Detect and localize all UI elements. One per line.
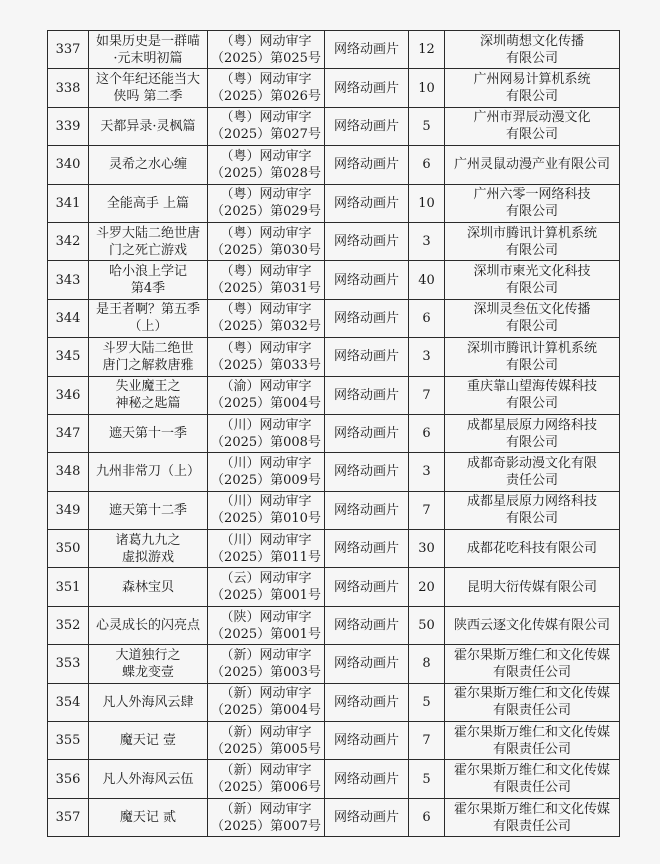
episodes-cell: 30 [409, 530, 445, 568]
permit-number-cell [208, 222, 325, 260]
episodes-cell: 40 [409, 261, 445, 299]
producer-cell-line: 有限公司 [505, 396, 558, 412]
episodes-cell: 6 [409, 146, 445, 184]
type-cell: 网络动画片 [325, 491, 409, 529]
permit-number-cell [208, 453, 325, 491]
producer-cell [445, 491, 620, 529]
table-row [48, 69, 620, 107]
producer-cell-line: 有限公司 [505, 204, 558, 220]
permit-number-cell [208, 146, 325, 184]
producer-cell-line: 深圳市腾讯计算机系统 [466, 340, 597, 356]
producer-cell-line: 霍尔果斯万维仁和文化传媒 [453, 686, 610, 702]
title-cell-line: 遮天第十一季 [108, 426, 187, 442]
type-cell: 网络动画片 [325, 69, 409, 107]
permit-number-cell [208, 683, 325, 721]
table-row [48, 299, 620, 337]
title-cell [89, 760, 208, 798]
table-row [48, 222, 620, 260]
permit-number-cell [208, 376, 325, 414]
title-cell [89, 568, 208, 606]
table-row [48, 453, 620, 491]
producer-cell [445, 722, 620, 760]
title-cell-line: 魔天记 壹 [119, 733, 177, 749]
producer-cell [445, 683, 620, 721]
producer-cell-line: 霍尔果斯万维仁和文化传媒 [453, 647, 610, 663]
producer-cell [445, 299, 620, 337]
table-row [48, 722, 620, 760]
episodes-cell: 6 [409, 798, 445, 836]
permit-number-cell-line: （粤）网动审字 [220, 187, 312, 203]
producer-cell-line: 有限公司 [505, 434, 558, 450]
permit-number-cell [208, 722, 325, 760]
type-cell: 网络动画片 [325, 722, 409, 760]
row-number-cell: 342 [48, 222, 89, 260]
row-number-cell: 355 [48, 722, 89, 760]
permit-number-cell-line: （2025）第004号 [211, 396, 321, 412]
table-row [48, 606, 620, 644]
row-number-cell: 346 [48, 376, 89, 414]
producer-cell-line: 陕西云逐文化传媒有限公司 [453, 618, 610, 634]
permit-number-cell-line: （粤）网动审字 [220, 225, 312, 241]
table-body [48, 31, 620, 837]
permit-number-cell [208, 568, 325, 606]
episodes-cell: 6 [409, 414, 445, 452]
row-number-cell: 348 [48, 453, 89, 491]
producer-cell-line: 广州网易计算机系统 [473, 72, 591, 88]
row-number-cell: 340 [48, 146, 89, 184]
episodes-cell: 50 [409, 606, 445, 644]
producer-cell [445, 568, 620, 606]
permit-number-cell-line: （川）网动审字 [220, 532, 312, 548]
title-cell [89, 261, 208, 299]
title-cell [89, 299, 208, 337]
row-number-cell: 345 [48, 338, 89, 376]
producer-cell-line: 有限责任公司 [492, 818, 571, 834]
title-cell [89, 338, 208, 376]
title-cell [89, 107, 208, 145]
producer-cell-line: 霍尔果斯万维仁和文化传媒 [453, 724, 610, 740]
type-cell: 网络动画片 [325, 299, 409, 337]
permit-number-cell [208, 107, 325, 145]
producer-cell-line: 有限公司 [505, 89, 558, 105]
permit-number-cell [208, 261, 325, 299]
producer-cell-line: 广州灵鼠动漫产业有限公司 [453, 157, 610, 173]
permit-number-cell [208, 760, 325, 798]
type-cell: 网络动画片 [325, 798, 409, 836]
producer-cell [445, 146, 620, 184]
title-cell-line: 九州非常刀（上） [95, 464, 200, 480]
title-cell [89, 798, 208, 836]
producer-cell-line: 深圳灵叁伍文化传播 [473, 302, 591, 318]
permit-number-cell-line: （新）网动审字 [220, 724, 312, 740]
row-number-cell: 341 [48, 184, 89, 222]
episodes-cell: 12 [409, 31, 445, 69]
permit-number-cell-line: （新）网动审字 [220, 686, 312, 702]
permit-number-cell-line: （粤）网动审字 [220, 340, 312, 356]
type-cell: 网络动画片 [325, 107, 409, 145]
producer-cell [445, 107, 620, 145]
type-cell: 网络动画片 [325, 645, 409, 683]
producer-cell-line: 广州市羿辰动漫文化 [473, 110, 591, 126]
producer-cell-line: 广州六零一网络科技 [473, 187, 591, 203]
title-cell-line: 斗罗大陆二绝世 [102, 340, 194, 356]
permit-number-cell-line: （粤）网动审字 [220, 264, 312, 280]
table-row [48, 683, 620, 721]
episodes-cell: 8 [409, 645, 445, 683]
table-row [48, 760, 620, 798]
table-row [48, 261, 620, 299]
episodes-cell: 5 [409, 107, 445, 145]
title-cell-line: 遮天第十二季 [108, 502, 187, 518]
permit-number-cell [208, 69, 325, 107]
permit-number-cell-line: （2025）第030号 [211, 242, 321, 258]
type-cell: 网络动画片 [325, 683, 409, 721]
producer-cell-line: 有限公司 [505, 319, 558, 335]
permit-number-cell [208, 184, 325, 222]
producer-cell-line: 深圳萌想文化传播 [479, 33, 584, 49]
title-cell [89, 606, 208, 644]
title-cell-line: 斗罗大陆二绝世唐 [95, 225, 200, 241]
episodes-cell: 3 [409, 453, 445, 491]
permit-number-cell-line: （川）网动审字 [220, 455, 312, 471]
title-cell-line: 哈小浪上学记 [108, 264, 187, 280]
type-cell: 网络动画片 [325, 222, 409, 260]
permit-number-cell [208, 31, 325, 69]
title-cell-line: 唐门之解救唐雅 [102, 357, 194, 373]
title-cell-line: 全能高手 上篇 [106, 195, 190, 211]
episodes-cell: 7 [409, 376, 445, 414]
permit-number-cell-line: （2025）第033号 [211, 357, 321, 373]
title-cell-line: 心灵成长的闪亮点 [95, 618, 200, 634]
title-cell-line: 凡人外海风云肆 [102, 694, 194, 710]
type-cell: 网络动画片 [325, 31, 409, 69]
title-cell-line: 大道独行之 [115, 647, 181, 663]
producer-cell-line: 有限责任公司 [492, 780, 571, 796]
title-cell [89, 69, 208, 107]
row-number-cell: 339 [48, 107, 89, 145]
table-row [48, 798, 620, 836]
title-cell [89, 491, 208, 529]
producer-cell [445, 414, 620, 452]
type-cell: 网络动画片 [325, 568, 409, 606]
permit-number-cell-line: （2025）第029号 [211, 204, 321, 220]
permit-number-cell-line: （2025）第008号 [211, 434, 321, 450]
title-cell-line: 森林宝贝 [121, 579, 174, 595]
title-cell-line: 神秘之匙篇 [115, 396, 181, 412]
permit-number-cell-line: （新）网动审字 [220, 647, 312, 663]
producer-cell [445, 606, 620, 644]
episodes-cell: 20 [409, 568, 445, 606]
title-cell [89, 222, 208, 260]
producer-cell-line: 有限责任公司 [492, 664, 571, 680]
producer-cell-line: 责任公司 [505, 472, 558, 488]
permit-number-cell-line: （新）网动审字 [220, 801, 312, 817]
type-cell: 网络动画片 [325, 414, 409, 452]
table-row [48, 107, 620, 145]
row-number-cell: 356 [48, 760, 89, 798]
table-row [48, 338, 620, 376]
type-cell: 网络动画片 [325, 530, 409, 568]
permit-number-cell-line: （渝）网动审字 [220, 379, 312, 395]
producer-cell [445, 798, 620, 836]
row-number-cell: 353 [48, 645, 89, 683]
permit-number-cell [208, 645, 325, 683]
episodes-cell: 10 [409, 184, 445, 222]
permit-number-cell-line: （2025）第026号 [211, 89, 321, 105]
row-number-cell: 352 [48, 606, 89, 644]
producer-cell-line: 成都星辰原力网络科技 [466, 494, 597, 510]
title-cell-line: 虚拟游戏 [121, 549, 174, 565]
permit-number-cell [208, 606, 325, 644]
producer-cell-line: 有限公司 [505, 281, 558, 297]
title-cell [89, 645, 208, 683]
producer-cell-line: 有限责任公司 [492, 741, 571, 757]
permit-number-cell-line: （粤）网动审字 [220, 110, 312, 126]
permit-number-cell-line: （粤）网动审字 [220, 72, 312, 88]
producer-cell-line: 有限公司 [505, 511, 558, 527]
title-cell-line: 这个年纪还能当大 [95, 72, 200, 88]
title-cell [89, 414, 208, 452]
permit-number-cell-line: （2025）第001号 [211, 588, 321, 604]
producer-cell-line: 霍尔果斯万维仁和文化传媒 [453, 801, 610, 817]
permit-number-cell-line: （2025）第028号 [211, 165, 321, 181]
row-number-cell: 337 [48, 31, 89, 69]
type-cell: 网络动画片 [325, 453, 409, 491]
permit-number-cell-line: （2025）第011号 [211, 549, 321, 565]
type-cell: 网络动画片 [325, 338, 409, 376]
permit-number-cell [208, 798, 325, 836]
permit-number-cell-line: （云）网动审字 [220, 571, 312, 587]
title-cell-line: 凡人外海风云伍 [102, 771, 194, 787]
permit-number-cell [208, 338, 325, 376]
episodes-cell: 7 [409, 722, 445, 760]
title-cell-line: 天都异录·灵枫篇 [100, 118, 196, 134]
title-cell [89, 530, 208, 568]
row-number-cell: 354 [48, 683, 89, 721]
table-row [48, 530, 620, 568]
title-cell-line: 失业魔王之 [115, 379, 181, 395]
producer-cell-line: 重庆靠山望海传媒科技 [466, 379, 597, 395]
title-cell-line: 侠吗 第二季 [113, 89, 183, 105]
episodes-cell: 6 [409, 299, 445, 337]
animation-registry-table [47, 30, 620, 837]
producer-cell [445, 453, 620, 491]
producer-cell [445, 530, 620, 568]
permit-number-cell-line: （2025）第009号 [211, 472, 321, 488]
title-cell [89, 683, 208, 721]
producer-cell [445, 376, 620, 414]
permit-number-cell-line: （2025）第001号 [211, 626, 321, 642]
producer-cell [445, 760, 620, 798]
permit-number-cell [208, 530, 325, 568]
permit-number-cell-line: （2025）第005号 [211, 741, 321, 757]
row-number-cell: 344 [48, 299, 89, 337]
producer-cell-line: 成都奇影动漫文化有限 [466, 455, 597, 471]
permit-number-cell-line: （2025）第010号 [211, 511, 321, 527]
type-cell: 网络动画片 [325, 606, 409, 644]
row-number-cell: 343 [48, 261, 89, 299]
permit-number-cell [208, 299, 325, 337]
title-cell-line: （上） [128, 319, 168, 335]
type-cell: 网络动画片 [325, 760, 409, 798]
permit-number-cell-line: （陕）网动审字 [220, 609, 312, 625]
producer-cell-line: 有限公司 [505, 242, 558, 258]
producer-cell-line: 成都花吃科技有限公司 [466, 541, 597, 557]
producer-cell-line: 有限公司 [505, 50, 558, 66]
title-cell [89, 722, 208, 760]
row-number-cell: 347 [48, 414, 89, 452]
title-cell [89, 453, 208, 491]
title-cell-line: ·元末明初篇 [113, 50, 183, 66]
title-cell-line: 诸葛九九之 [115, 532, 181, 548]
row-number-cell: 350 [48, 530, 89, 568]
table-row [48, 146, 620, 184]
episodes-cell: 3 [409, 222, 445, 260]
producer-cell [445, 261, 620, 299]
permit-number-cell-line: （2025）第007号 [211, 818, 321, 834]
permit-number-cell-line: （2025）第032号 [211, 319, 321, 335]
permit-number-cell-line: （川）网动审字 [220, 417, 312, 433]
producer-cell-line: 深圳市腾讯计算机系统 [466, 225, 597, 241]
permit-number-cell-line: （2025）第003号 [211, 664, 321, 680]
row-number-cell: 351 [48, 568, 89, 606]
table-row [48, 491, 620, 529]
title-cell-line: 蝶龙变壹 [121, 664, 174, 680]
producer-cell-line: 深圳市柬光文化科技 [473, 264, 591, 280]
title-cell-line: 门之死亡游戏 [108, 242, 187, 258]
title-cell-line: 灵希之水心缠 [108, 157, 187, 173]
title-cell [89, 31, 208, 69]
producer-cell [445, 645, 620, 683]
type-cell: 网络动画片 [325, 184, 409, 222]
producer-cell [445, 222, 620, 260]
row-number-cell: 349 [48, 491, 89, 529]
permit-number-cell-line: （2025）第025号 [211, 50, 321, 66]
permit-number-cell-line: （粤）网动审字 [220, 148, 312, 164]
producer-cell-line: 成都星辰原力网络科技 [466, 417, 597, 433]
row-number-cell: 357 [48, 798, 89, 836]
episodes-cell: 7 [409, 491, 445, 529]
type-cell: 网络动画片 [325, 376, 409, 414]
permit-number-cell-line: （川）网动审字 [220, 494, 312, 510]
episodes-cell: 3 [409, 338, 445, 376]
title-cell [89, 184, 208, 222]
permit-number-cell-line: （新）网动审字 [220, 763, 312, 779]
table-row [48, 376, 620, 414]
permit-number-cell [208, 491, 325, 529]
permit-number-cell-line: （粤）网动审字 [220, 33, 312, 49]
episodes-cell: 10 [409, 69, 445, 107]
permit-number-cell-line: （2025）第031号 [211, 281, 321, 297]
table-row [48, 31, 620, 69]
title-cell-line: 魔天记 贰 [119, 810, 177, 825]
producer-cell-line: 霍尔果斯万维仁和文化传媒 [453, 763, 610, 779]
table-row [48, 568, 620, 606]
producer-cell-line: 有限公司 [505, 127, 558, 143]
title-cell-line: 如果历史是一群喵 [95, 33, 200, 49]
table-row [48, 645, 620, 683]
episodes-cell: 5 [409, 683, 445, 721]
title-cell-line: 第4季 [130, 281, 166, 297]
producer-cell [445, 31, 620, 69]
row-number-cell: 338 [48, 69, 89, 107]
title-cell-line: 是王者啊？第五季 [95, 302, 200, 318]
table-row [48, 184, 620, 222]
type-cell: 网络动画片 [325, 261, 409, 299]
permit-number-cell-line: （粤）网动审字 [220, 302, 312, 318]
title-cell [89, 146, 208, 184]
type-cell: 网络动画片 [325, 146, 409, 184]
producer-cell [445, 69, 620, 107]
producer-cell [445, 338, 620, 376]
permit-number-cell [208, 414, 325, 452]
producer-cell-line: 昆明大衍传媒有限公司 [466, 579, 597, 595]
permit-number-cell-line: （2025）第027号 [211, 127, 321, 143]
producer-cell-line: 有限责任公司 [492, 703, 571, 719]
permit-number-cell-line: （2025）第006号 [211, 780, 321, 796]
producer-cell [445, 184, 620, 222]
producer-cell-line: 有限公司 [505, 357, 558, 373]
table-row [48, 414, 620, 452]
permit-number-cell-line: （2025）第004号 [211, 703, 321, 719]
episodes-cell: 5 [409, 760, 445, 798]
title-cell [89, 376, 208, 414]
